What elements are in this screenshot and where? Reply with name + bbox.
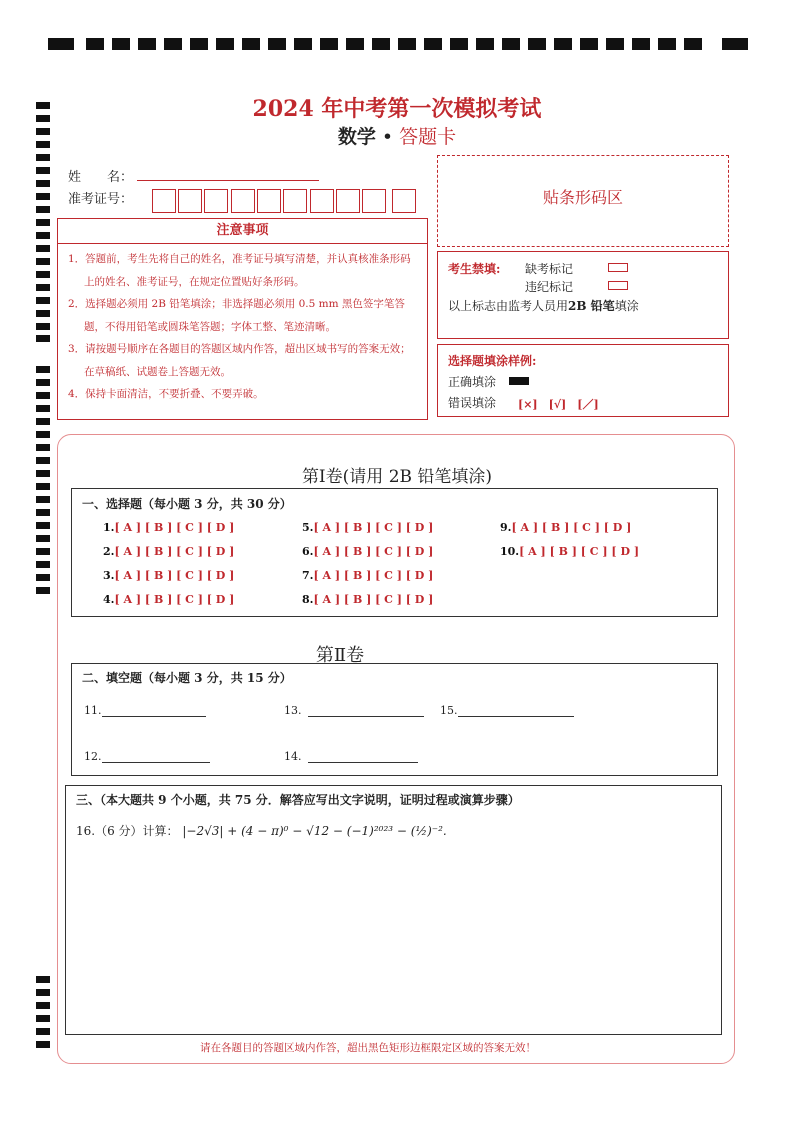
name-label: 姓 名： bbox=[68, 170, 134, 185]
choice-q5[interactable]: 5.[ A ] [ B ] [ C ] [ D ] bbox=[302, 521, 434, 534]
notice-item: 3．请按题号顺序在各题目的答题区域内作答，超出区域书写的答案无效；在草稿纸、试题卷上答题无效。 bbox=[68, 343, 411, 378]
q16-expression: |−2√3| + (4 − π)⁰ − √12 − (−1)²⁰²³ − (½)⁻². bbox=[182, 824, 447, 838]
part1-title: 第Ⅰ卷(请用 2B 铅笔填涂) bbox=[301, 467, 493, 487]
choice-q10[interactable]: 10.[ A ] [ B ] [ C ] [ D ] bbox=[500, 545, 640, 558]
notice-item: 4．保持卡面清洁，不要折叠、不要弄破。 bbox=[68, 388, 264, 400]
solve-section-title: 三、（本大题共 9 个小题，共 75 分．解答应写出文字说明，证明过程或演算步骤） bbox=[76, 793, 520, 807]
barcode-label: 贴条形码区 bbox=[542, 188, 623, 207]
blank-14[interactable]: 14. bbox=[284, 750, 418, 763]
id-number-boxes[interactable] bbox=[152, 189, 416, 213]
notice-item: 1．答题前，考生先将自己的姓名，准考证号填写清楚，并认真核准条形码上的姓名、准考证号，在规定位置贴好条形码。 bbox=[68, 253, 411, 288]
part2-title: 第Ⅱ卷 bbox=[315, 645, 365, 666]
choice-q7[interactable]: 7.[ A ] [ B ] [ C ] [ D ] bbox=[302, 569, 434, 582]
choice-q8[interactable]: 8.[ A ] [ B ] [ C ] [ D ] bbox=[302, 593, 434, 606]
blank-15[interactable]: 15. bbox=[440, 704, 574, 717]
sample-label: 选择题填涂样例: bbox=[448, 354, 537, 368]
choice-section-title: 一、选择题（每小题 3 分，共 30 分） bbox=[82, 497, 292, 511]
forbidden-label: 考生禁填: bbox=[448, 262, 501, 276]
choice-q2[interactable]: 2.[ A ] [ B ] [ C ] [ D ] bbox=[103, 545, 235, 558]
choice-q9[interactable]: 9.[ A ] [ B ] [ C ] [ D ] bbox=[500, 521, 632, 534]
correct-label: 正确填涂 bbox=[448, 375, 497, 389]
subject-label: 数学 bbox=[337, 126, 376, 148]
blank-13[interactable]: 13. bbox=[284, 704, 424, 717]
q16-prefix: 16.（6 分）计算： bbox=[76, 824, 179, 838]
question-16 bbox=[76, 822, 447, 839]
blank-11[interactable]: 11. bbox=[84, 704, 206, 717]
fill-sample-box bbox=[437, 344, 729, 417]
violation-mark-box[interactable] bbox=[608, 281, 628, 290]
answer-card-label: 答题卡 bbox=[399, 126, 457, 148]
wrong-label: 错误填涂 bbox=[448, 396, 497, 410]
forbidden-box bbox=[437, 251, 729, 339]
choice-q1[interactable]: 1.[ A ] [ B ] [ C ] [ D ] bbox=[103, 521, 235, 534]
absent-label: 缺考标记 bbox=[525, 262, 574, 276]
top-alignment-marks bbox=[48, 38, 748, 50]
exam-subtitle bbox=[0, 122, 794, 149]
footer-warning: 请在各题目的答题区域内作答，超出黑色矩形边框限定区域的答案无效！ bbox=[200, 1042, 536, 1054]
choice-section bbox=[71, 488, 718, 617]
notice-box bbox=[57, 218, 428, 420]
subtitle-separator: • bbox=[381, 126, 394, 148]
name-field[interactable] bbox=[137, 180, 319, 181]
solve-section[interactable] bbox=[65, 785, 722, 1035]
filled-mark-icon bbox=[509, 377, 529, 385]
violation-label: 违纪标记 bbox=[525, 280, 574, 294]
choice-q4[interactable]: 4.[ A ] [ B ] [ C ] [ D ] bbox=[103, 593, 235, 606]
notice-heading: 注意事项 bbox=[58, 219, 427, 244]
barcode-area[interactable] bbox=[437, 155, 729, 247]
choice-q3[interactable]: 3.[ A ] [ B ] [ C ] [ D ] bbox=[103, 569, 235, 582]
fill-section-title: 二、填空题（每小题 3 分，共 15 分） bbox=[82, 671, 292, 685]
blank-12[interactable]: 12. bbox=[84, 750, 210, 763]
absent-mark-box[interactable] bbox=[608, 263, 628, 272]
wrong-marks: [×] [√] [／] bbox=[518, 398, 599, 411]
id-label: 准考证号： bbox=[68, 192, 134, 207]
choice-q6[interactable]: 6.[ A ] [ B ] [ C ] [ D ] bbox=[302, 545, 434, 558]
notice-item: 2．选择题必须用 2B 铅笔填涂；非选择题必须用 0.5 mm 黑色签字笔答题，不得用铅笔或圆珠笔答题；字体工整、笔迹清晰。 bbox=[68, 298, 405, 333]
fill-section bbox=[71, 663, 718, 776]
forbidden-note: 以上标志由监考人员用2B 铅笔填涂 bbox=[448, 299, 639, 313]
exam-title: 2024 年中考第一次模拟考试 bbox=[252, 96, 542, 122]
